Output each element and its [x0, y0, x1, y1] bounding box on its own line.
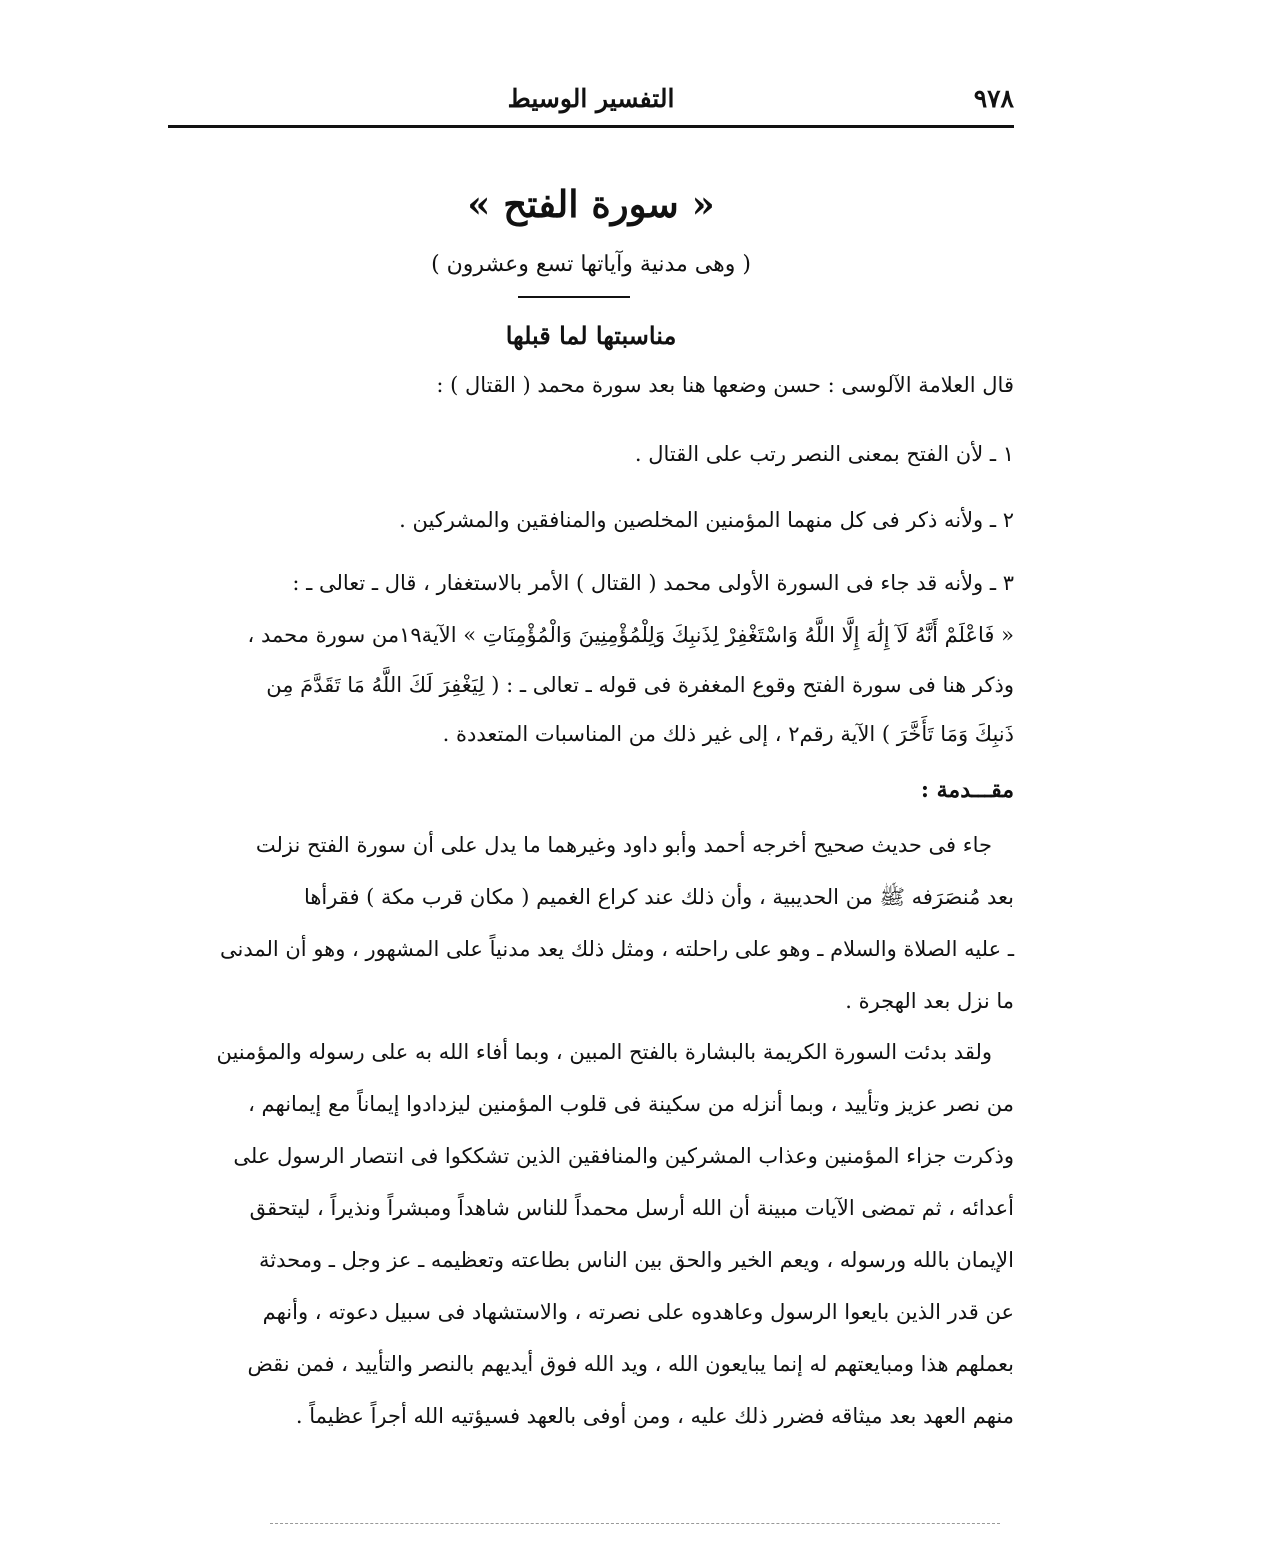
- paragraph-line: ما نزل بعد الهجرة .: [845, 989, 1014, 1013]
- quran-verse-line: « فَاعْلَمْ أَنَّهُ لَآ إِلَٰهَ إِلَّا اللَّهُ وَاسْتَغْفِرْ لِذَنبِكَ وَلِلْمُؤْمِنِينَ وَالْمُؤْمِنَاتِ » الآية١٩من سورة محمد ،: [247, 623, 1014, 647]
- paragraph-line: بعملهم هذا ومبايعتهم له إنما يبايعون الله ، ويد الله فوق أيديهم بالنصر والتأييد ، فمن نقض: [247, 1352, 1014, 1376]
- paragraph-line: ولقد بدئت السورة الكريمة بالبشارة بالفتح المبين ، وبما أفاء الله به على رسوله والمؤمنين: [216, 1040, 992, 1064]
- intro-line: قال العلامة الآلوسى : حسن وضعها هنا بعد سورة محمد ( القتال ) :: [436, 373, 1014, 397]
- title-divider: [518, 296, 630, 298]
- paragraph-line: ـ عليه الصلاة والسلام ـ وهو على راحلته ، ومثل ذلك يعد مدنياً على المشهور ، وهو أن المدنى: [219, 937, 1014, 961]
- point-item: ٢ ـ ولأنه ذكر فى كل منهما المؤمنين المخلصين والمنافقين والمشركين .: [399, 508, 1014, 532]
- paragraph-line: منهم العهد بعد ميثاقه فضرر ذلك عليه ، ومن أوفى بالعهد فسيؤتيه الله أجراً عظيماً .: [295, 1404, 1014, 1428]
- intro-heading: مقـــدمة :: [920, 777, 1014, 803]
- paragraph-line: وذكرت جزاء المؤمنين وعذاب المشركين والمنافقين الذين تشككوا فى انتصار الرسول على: [233, 1144, 1014, 1168]
- paragraph-line: جاء فى حديث صحيح أخرجه أحمد وأبو داود وغيرهما ما يدل على أن سورة الفتح نزلت: [255, 833, 992, 857]
- paragraph-line: من نصر عزيز وتأييد ، وبما أنزله من سكينة فى قلوب المؤمنين ليزدادوا إيماناً مع إيمانهم ،: [248, 1092, 1014, 1116]
- page-number: ٩٧٨: [973, 84, 1014, 113]
- point-item: ٣ ـ ولأنه قد جاء فى السورة الأولى محمد ( القتال ) الأمر بالاستغفار ، قال ـ تعالى ـ :: [292, 571, 1014, 595]
- running-title: التفسير الوسيط: [507, 84, 675, 113]
- section-heading: مناسبتها لما قبلها: [505, 321, 677, 350]
- header-divider: [168, 125, 1014, 128]
- paragraph-line: الإيمان بالله ورسوله ، ويعم الخير والحق بين الناس بطاعته وتعظيمه ـ عز وجل ـ ومحدثة: [259, 1248, 1014, 1272]
- paragraph-line: أعدائه ، ثم تمضى الآيات مبينة أن الله أرسل محمداً للناس شاهداً ومبشراً ونذيراً ، ليتحقق: [249, 1196, 1014, 1220]
- point-item: ١ ـ لأن الفتح بمعنى النصر رتب على القتال .: [634, 442, 1014, 466]
- text-line: وذكر هنا فى سورة الفتح وقوع المغفرة فى قوله ـ تعالى ـ : ( لِيَغْفِرَ لَكَ اللَّهُ مَا تَقَدَّمَ مِن: [266, 673, 1014, 697]
- paragraph-line: بعد مُنصَرَفه ﷺ من الحديبية ، وأن ذلك عند كراع الغميم ( مكان قرب مكة ) فقرأها: [303, 885, 1014, 909]
- page-header: [168, 84, 1014, 128]
- paragraph-2: [168, 1026, 1014, 1442]
- paragraph-1: [168, 819, 1014, 1027]
- surah-title: « سورة الفتح »: [467, 182, 715, 226]
- surah-subtitle: ( وهى مدنية وآياتها تسع وعشرون ): [431, 252, 751, 277]
- footer-divider: [270, 1523, 1000, 1524]
- paragraph-line: عن قدر الذين بايعوا الرسول وعاهدوه على نصرته ، والاستشهاد فى سبيل دعوته ، وأنهم: [262, 1300, 1014, 1324]
- text-line: ذَنبِكَ وَمَا تَأَخَّرَ ) الآية رقم٢ ، إلى غير ذلك من المناسبات المتعددة .: [442, 722, 1014, 746]
